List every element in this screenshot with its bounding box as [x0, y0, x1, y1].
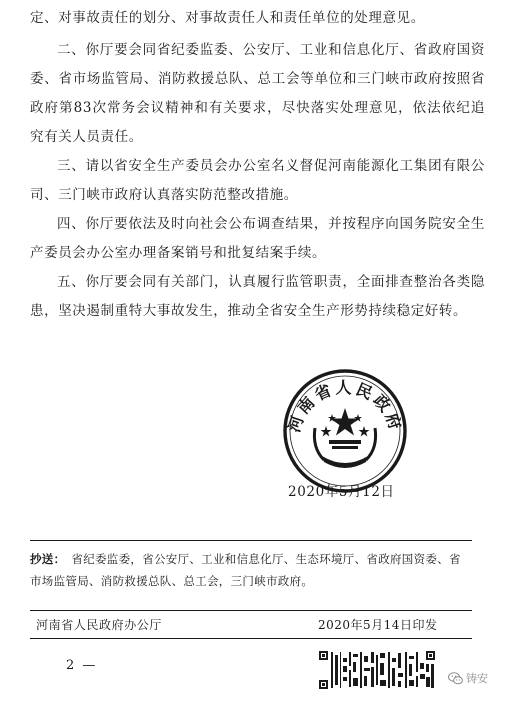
cc-block: [30, 548, 472, 592]
document-barcode: [318, 650, 436, 690]
divider-middle: [30, 610, 472, 611]
source-watermark: [448, 670, 488, 686]
watermark-text: 铸安: [466, 672, 488, 685]
government-seal-stamp: [282, 368, 408, 494]
seal-text: 河南省人民政府: [284, 378, 406, 435]
divider-top: [30, 540, 472, 541]
page-number: 2 —: [66, 658, 98, 673]
issue-date: 2020年5月12日: [288, 484, 395, 500]
paragraph-item-5: 五、你厅要会同有关部门，认真履行监管职责，全面排查整治各类隐患，坚决遏制重特大事故发生，推动全省安全生产形势持续稳定好转。: [30, 274, 485, 319]
issuing-office: 河南省人民政府办公厅: [36, 618, 163, 632]
print-date: 2020年5月14日印发: [318, 618, 438, 632]
cc-recipients: 省纪委监委，省公安厅、工业和信息化厅、生态环境厅、省政府国资委、省市场监管局、消防救援总队、总工会，三门峡市政府。: [30, 552, 461, 588]
paragraph-continuation: 定、对事故责任的划分、对事故责任人和责任单位的处理意见。: [30, 10, 425, 26]
paragraph-item-3: 三、请以省安全生产委员会办公室名义督促河南能源化工集团有限公司、三门峡市政府认真落实防范整改措施。: [30, 158, 485, 203]
wechat-icon: [448, 672, 463, 685]
paragraph-item-2: 二、你厅要会同省纪委监委、公安厅、工业和信息化厅、省政府国资委、省市场监管局、消防救援总队、总工会等单位和三门峡市政府按照省政府第83次常务会议精神和有关要求，尽快落实处理意见，依法依纪追究有关人员责任。: [30, 42, 485, 145]
cc-label: 抄送：: [30, 552, 66, 566]
paragraph-item-4: 四、你厅要依法及时向社会公布调查结果，并按程序向国务院安全生产委员会办公室办理备案销号和批复结案手续。: [30, 216, 485, 261]
divider-bottom: [30, 638, 472, 639]
